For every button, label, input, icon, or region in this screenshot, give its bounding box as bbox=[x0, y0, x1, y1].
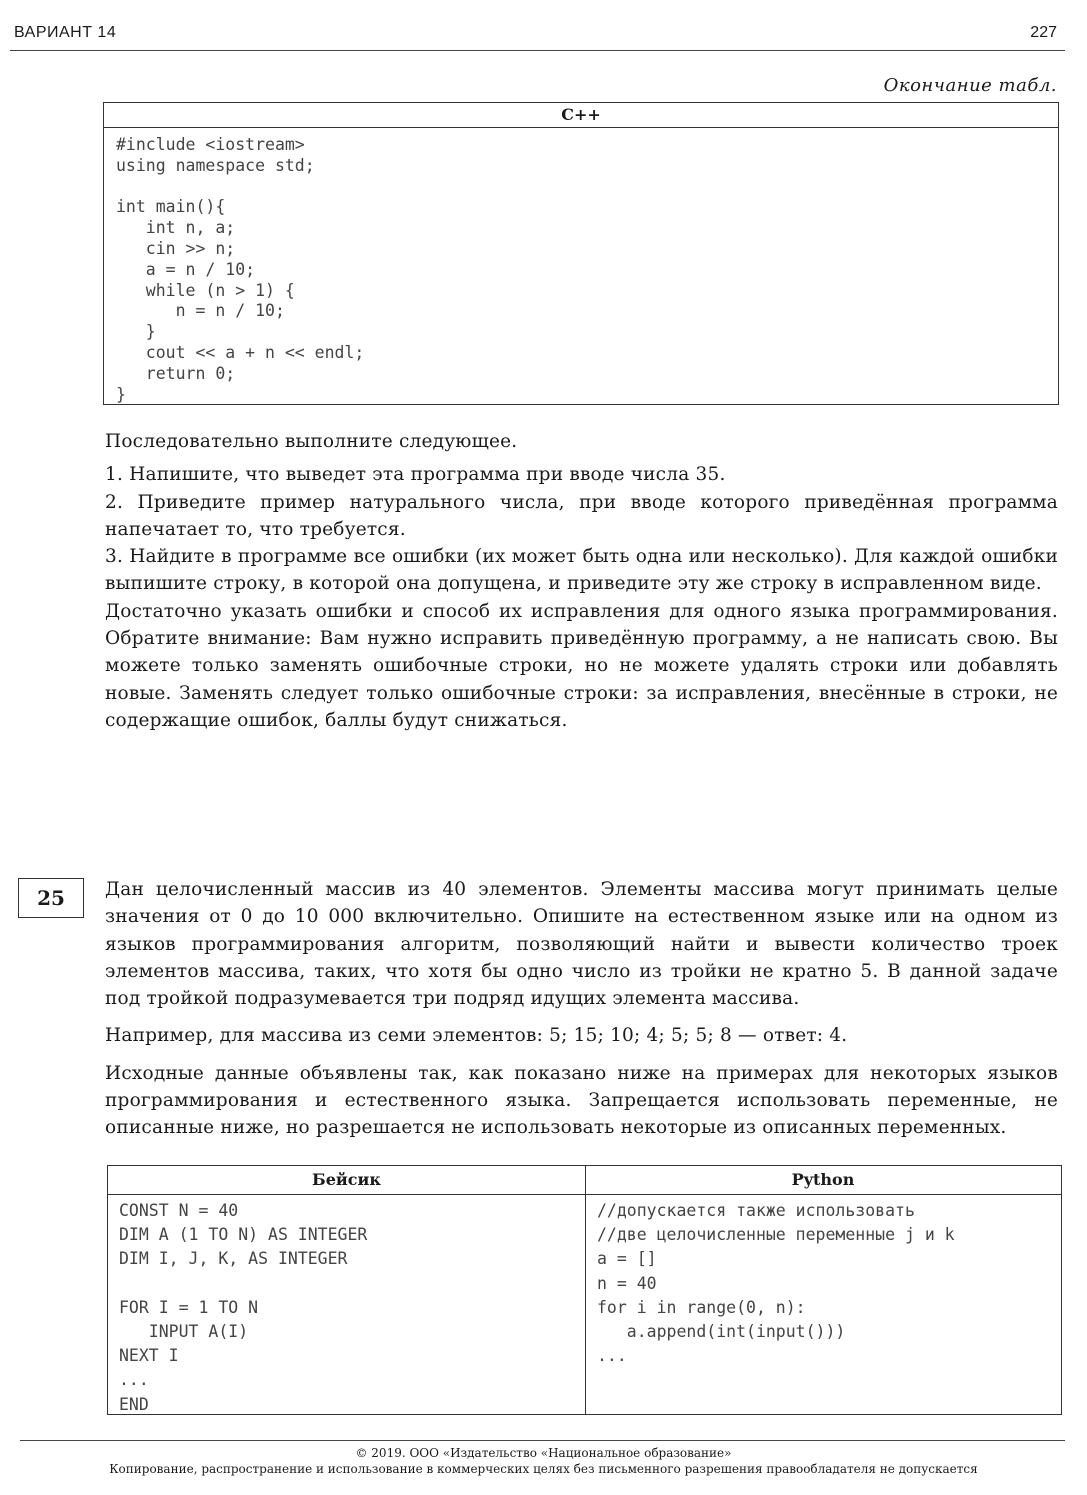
header-divider bbox=[10, 50, 1065, 51]
task24-note: Достаточно указать ошибки и способ их исправления для одного языка программирования. Обратите внимание: Вам нужно исправить приведённую программу, а не написать свою. Вы можете только заменять ошибочные строки, но не можете удалять строки или добавлять новые. Заменять следует только ошибочные строки: за исправления, внесённые в строки, не содержащие ошибок, баллы будут снижаться. bbox=[105, 600, 1058, 731]
cpp-code: #include <iostream> using namespace std; int main(){ int n, a; cin >> n; a = n / 10; while (n > 1) { n = n / 10; } cout << a + n << endl; return 0; } bbox=[116, 135, 365, 404]
declarations-table bbox=[107, 1165, 1062, 1415]
task24-item-1: 1. Напишите, что выведет эта программа при вводе числа 35. bbox=[105, 464, 726, 486]
cpp-table-header: C++ bbox=[104, 103, 1058, 128]
task25-text bbox=[105, 876, 1058, 1142]
footer-notice: Копирование, распространение и использование в коммерческих целях без письменного разрешения правообладателя не допускается bbox=[109, 1462, 978, 1476]
python-code: //допускается также использовать //две целочисленные переменные j и k a = [] n = 40 for i in range(0, n): a.append(int(input())) ... bbox=[597, 1201, 955, 1366]
python-column-header: Python bbox=[585, 1166, 1061, 1195]
cpp-code-table bbox=[103, 102, 1059, 405]
footer-copyright: © 2019. ООО «Издательство «Национальное образование» bbox=[355, 1446, 732, 1460]
table-caption: Окончание табл. bbox=[883, 75, 1057, 96]
task24-instructions bbox=[105, 428, 1058, 734]
task25-statement: Дан целочисленный массив из 40 элементов. Элементы массива могут принимать целые значения от 0 до 10 000 включительно. Опишите на естественном языке или на одном из языков программирования алгоритм, позволяющий найти и вывести количество троек элементов массива, таких, что хотя бы одно число из тройки не кратно 5. В данной задаче под тройкой подразумевается три подряд идущих элемента массива. bbox=[105, 879, 1058, 1010]
task24-item-2: 2. Приведите пример натурального числа, при вводе которого приведённая программа напечатает то, что требуется. bbox=[105, 491, 1058, 540]
footer-divider bbox=[20, 1440, 1065, 1441]
task-number-badge: 25 bbox=[18, 878, 84, 918]
column-divider bbox=[585, 1166, 586, 1414]
task25-data-note: Исходные данные объявлены так, как показано ниже на примерах для некоторых языков программирования и естественного языка. Запрещается использовать переменные, не описанные ниже, но разрешается не использовать некоторые из описанных переменных. bbox=[105, 1062, 1058, 1139]
basic-code: CONST N = 40 DIM A (1 TO N) AS INTEGER DIM I, J, K, AS INTEGER FOR I = 1 TO N INPUT A(I) NEXT I ... END bbox=[119, 1201, 368, 1414]
task24-intro: Последовательно выполните следующее. bbox=[105, 431, 518, 452]
task25-example: Например, для массива из семи элементов: 5; 15; 10; 4; 5; 5; 8 — ответ: 4. bbox=[105, 1025, 848, 1047]
page-number: 227 bbox=[1030, 24, 1057, 41]
variant-label: ВАРИАНТ 14 bbox=[14, 24, 117, 41]
task24-item-3: 3. Найдите в программе все ошибки (их может быть одна или несколько). Для каждой ошибки выпишите строку, в которой она допущена, и приведите эту же строку в исправленном виде. bbox=[105, 546, 1058, 595]
basic-column-header: Бейсик bbox=[108, 1166, 585, 1195]
